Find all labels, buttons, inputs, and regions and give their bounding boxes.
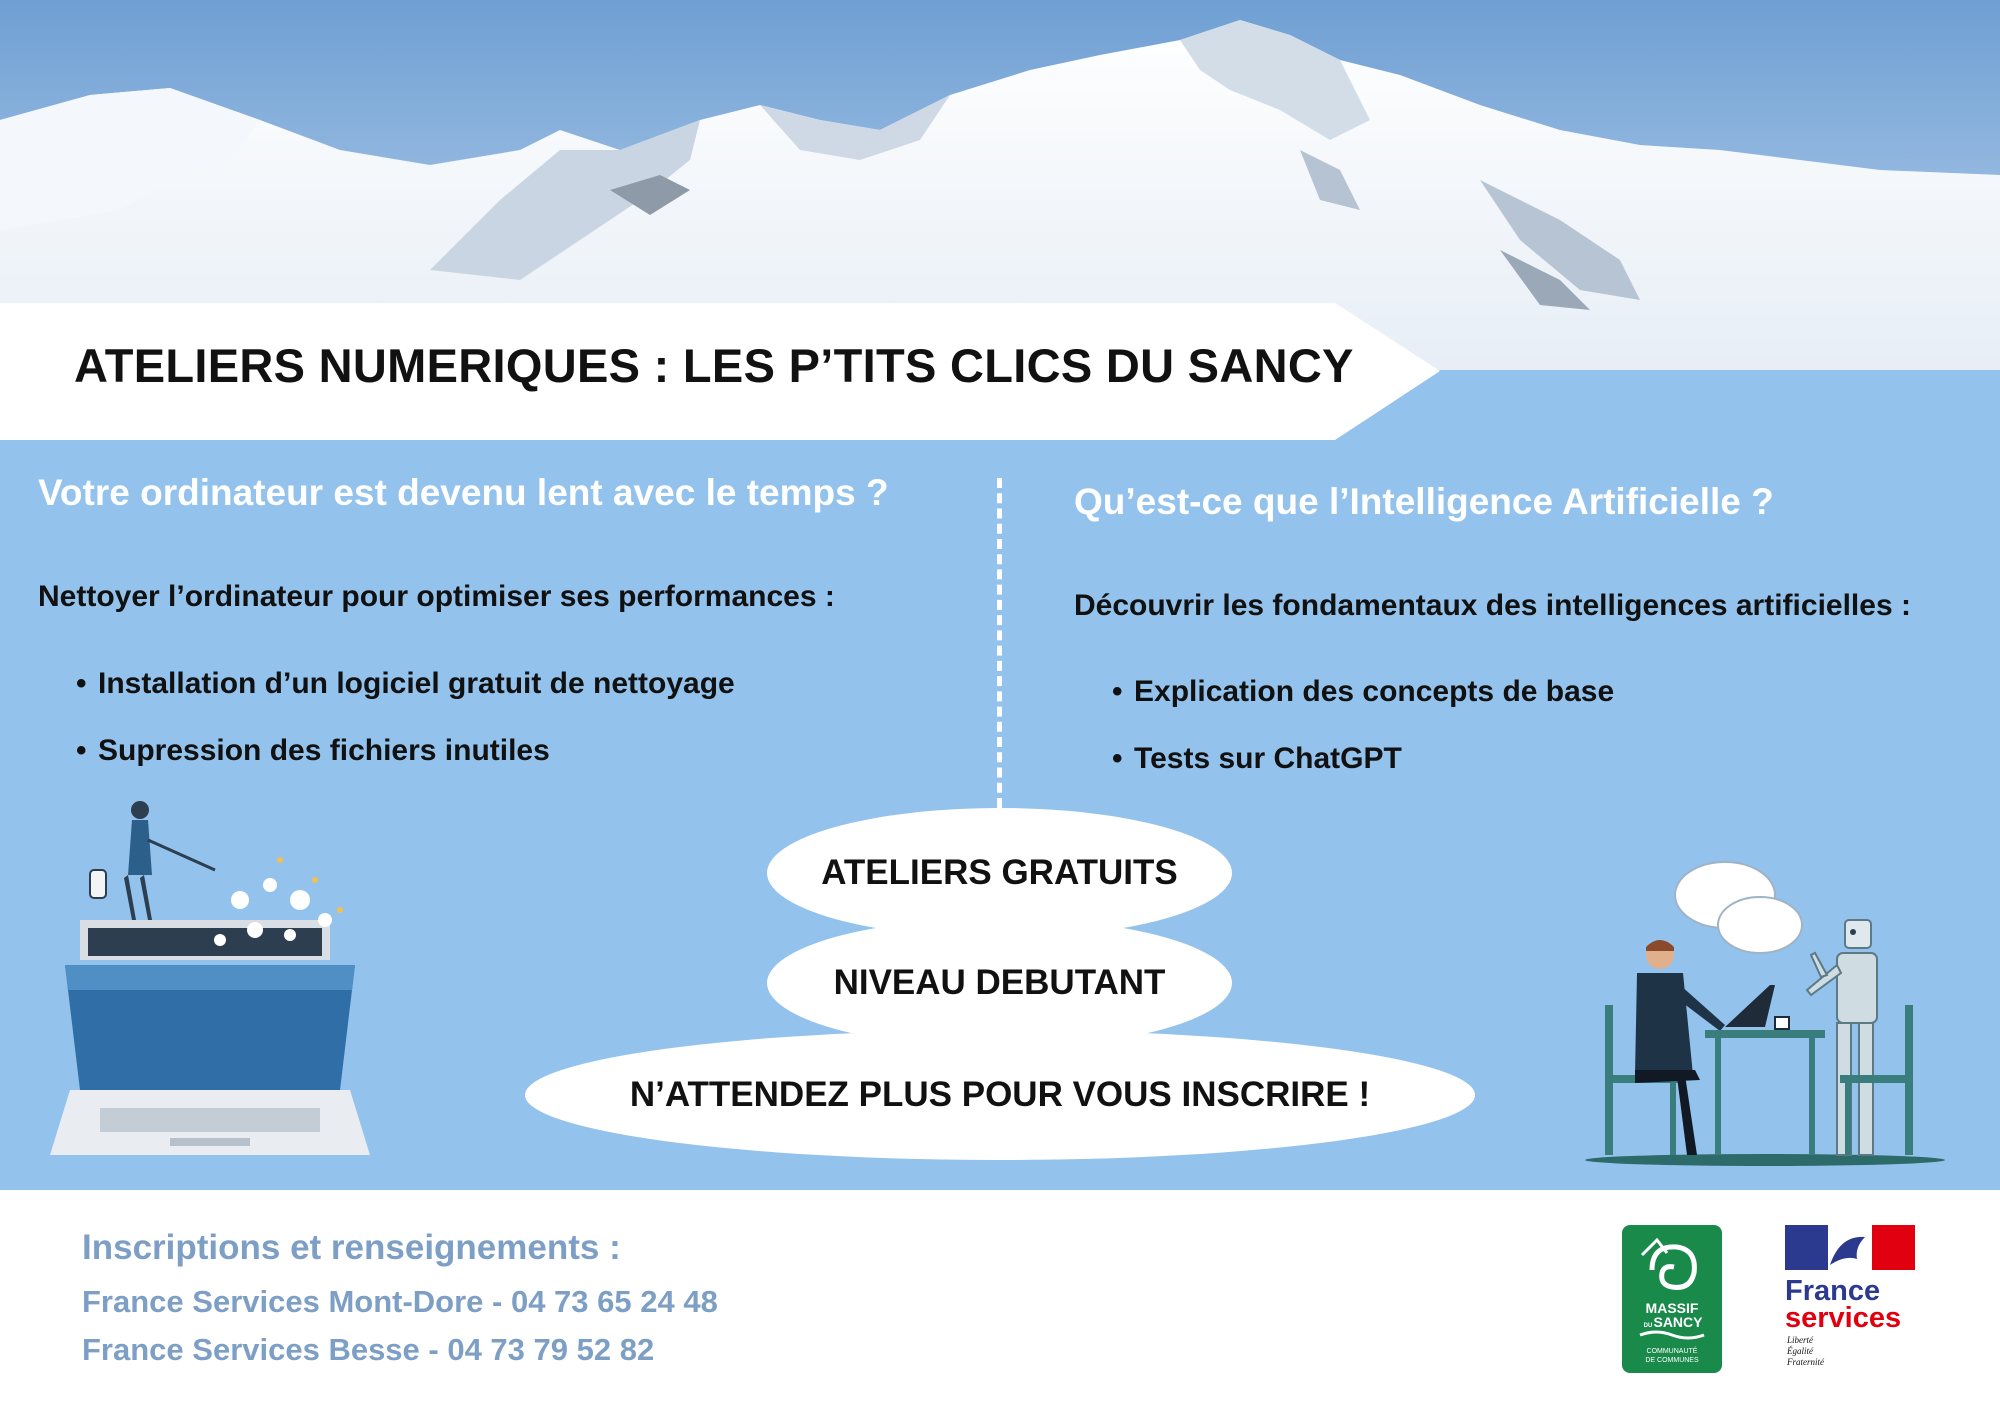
ai-question-heading: Qu’est-ce que l’Intelligence Artificielle ? — [1074, 481, 1774, 522]
beginner-level-badge — [767, 918, 1232, 1048]
svg-text:SANCY: SANCY — [1653, 1314, 1703, 1330]
svg-text:MASSIF: MASSIF — [1645, 1300, 1699, 1316]
svg-text:Égalité: Égalité — [1787, 1346, 1813, 1356]
page-title: ATELIERS NUMERIQUES : LES P’TITS CLICS DU SANCY — [74, 339, 1354, 392]
svg-text:DE COMMUNES: DE COMMUNES — [1645, 1357, 1699, 1364]
column-divider — [997, 478, 1002, 808]
contact-besse: France Services Besse - 04 73 79 52 82 — [82, 1332, 655, 1367]
signup-callout — [525, 1030, 1475, 1160]
person-robot-illustration — [1575, 855, 1950, 1170]
massif-du-sancy-logo — [1622, 1225, 1722, 1373]
ai-workshop-list — [1112, 673, 1614, 807]
computer-workshop-list — [76, 665, 735, 799]
free-workshops-label: ATELIERS GRATUITS — [821, 853, 1178, 892]
computer-workshop-subtitle: Nettoyer l’ordinateur pour optimiser ses performances : — [38, 580, 835, 613]
svg-text:Liberté: Liberté — [1787, 1335, 1813, 1345]
list-item: • Tests sur ChatGPT — [1112, 740, 1614, 807]
svg-text:COMMUNAUTÉ: COMMUNAUTÉ — [1646, 1348, 1698, 1355]
contact-mont-dore: France Services Mont-Dore - 04 73 65 24 48 — [82, 1284, 718, 1319]
svg-text:Fraternité: Fraternité — [1787, 1357, 1824, 1367]
contact-heading: Inscriptions et renseignements : — [82, 1228, 621, 1267]
signup-label: N’ATTENDEZ PLUS POUR VOUS INSCRIRE ! — [629, 1075, 1371, 1114]
computer-question-heading: Votre ordinateur est devenu lent avec le temps ? — [38, 472, 889, 513]
svg-text:services: services — [1785, 1302, 1902, 1334]
ai-workshop-subtitle: Découvrir les fondamentaux des intelligences artificielles : — [1074, 589, 1911, 622]
laptop-cleaning-illustration — [40, 790, 380, 1165]
france-services-logo — [1785, 1225, 1915, 1375]
list-item: • Supression des fichiers inutiles — [76, 732, 735, 799]
svg-text:DU: DU — [1643, 1323, 1653, 1329]
svg-text:France: France — [1785, 1275, 1881, 1307]
list-item: • Installation d’un logiciel gratuit de nettoyage — [76, 665, 735, 732]
beginner-level-label: NIVEAU DEBUTANT — [833, 963, 1166, 1002]
list-item: • Explication des concepts de base — [1112, 673, 1614, 740]
